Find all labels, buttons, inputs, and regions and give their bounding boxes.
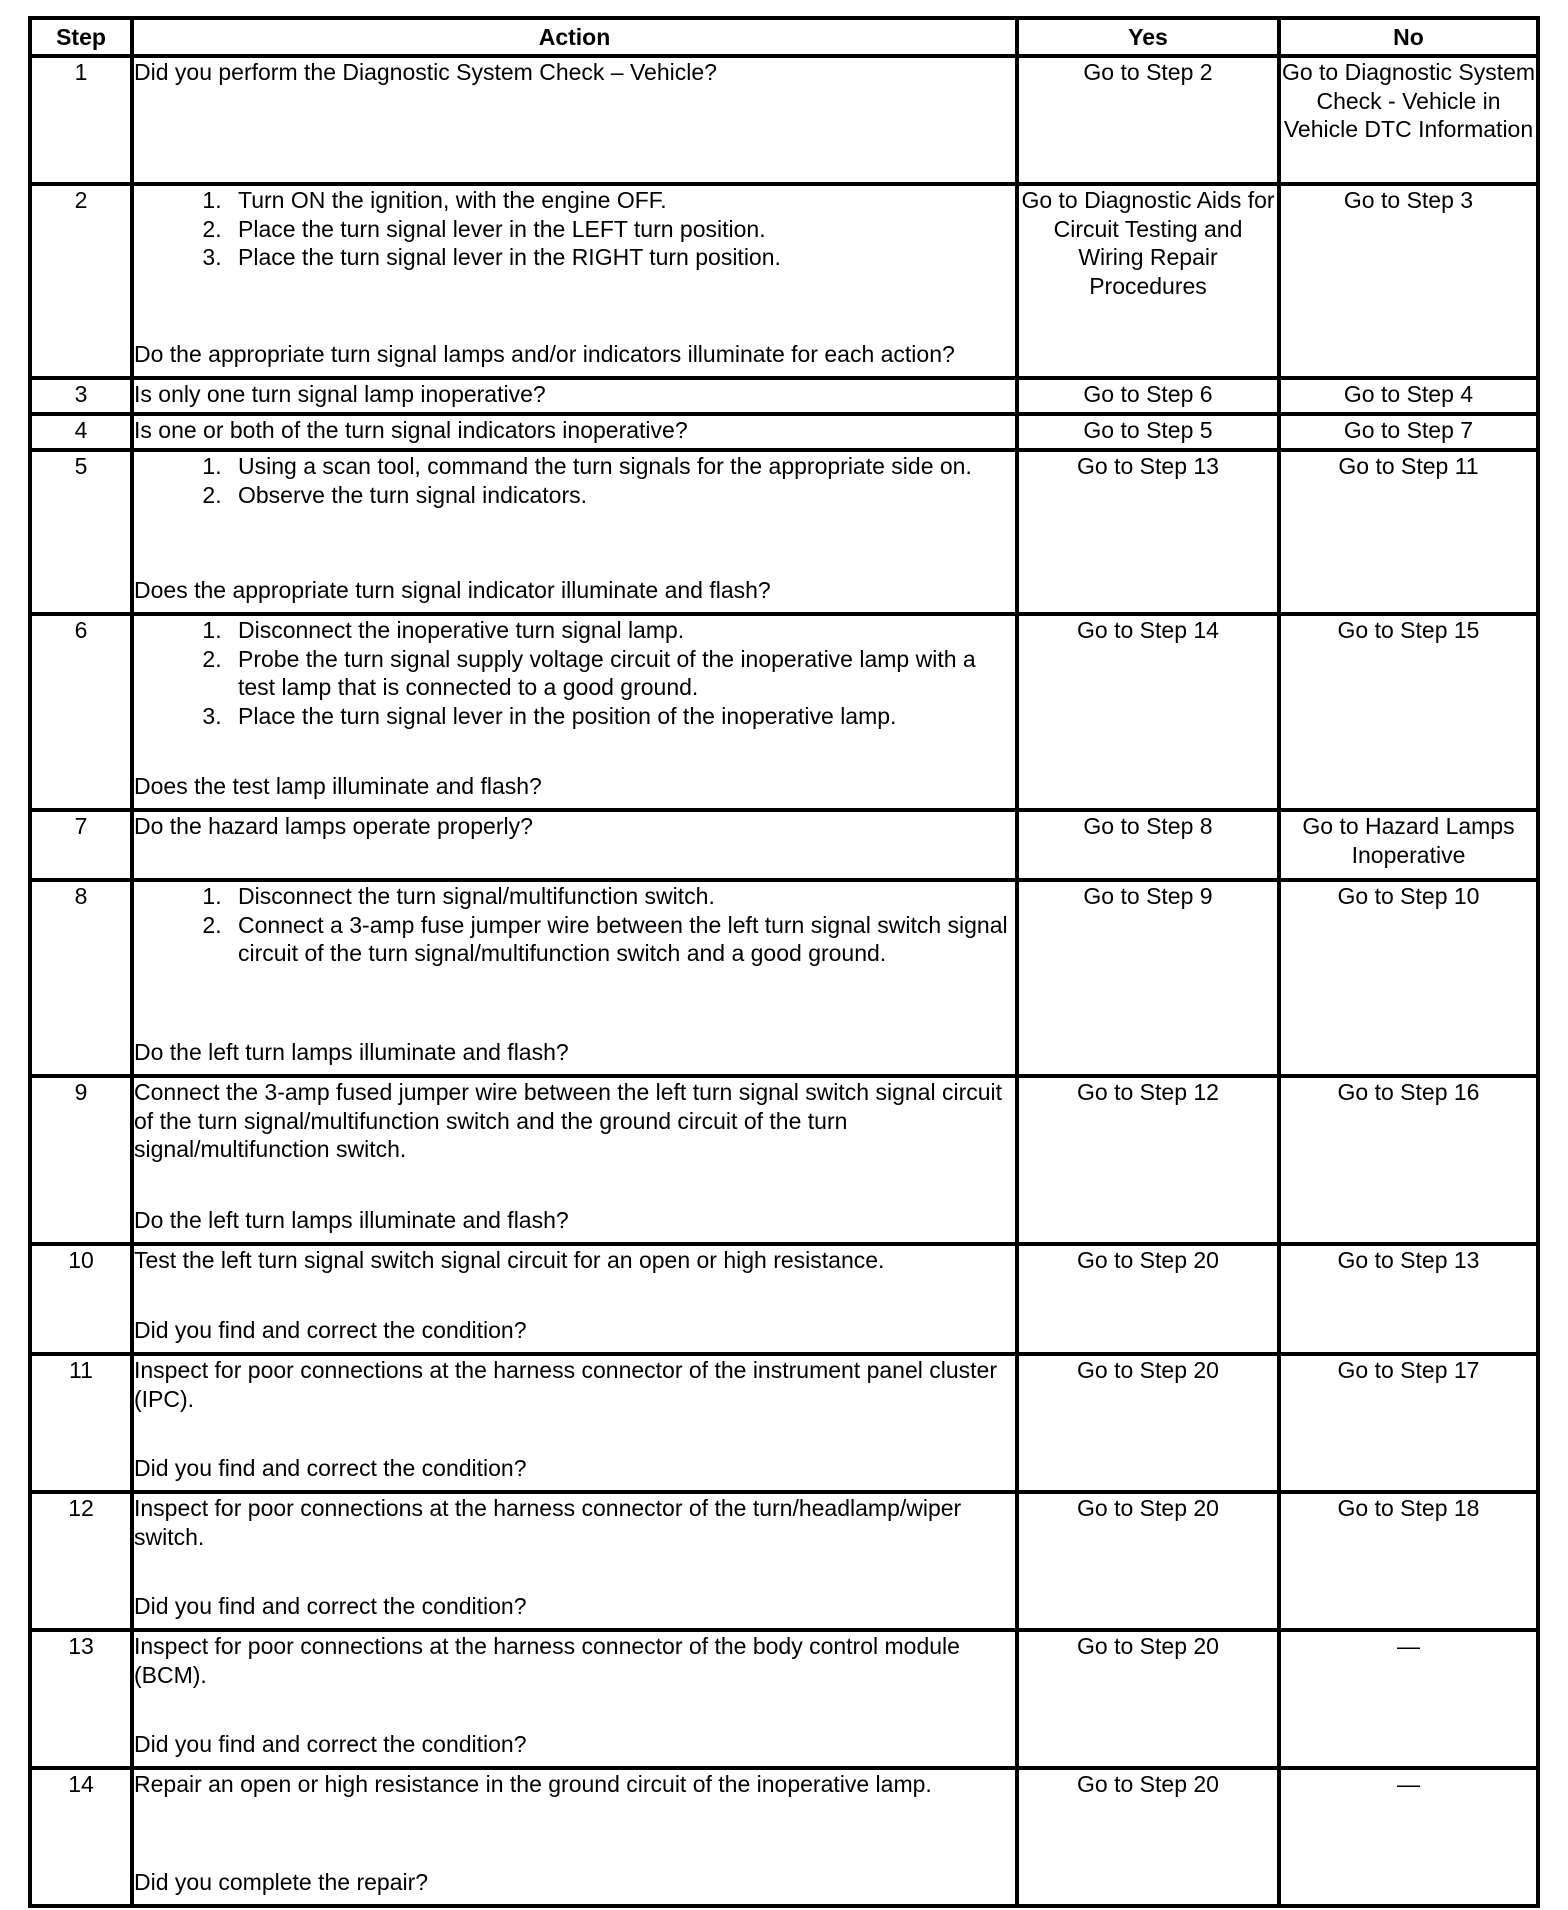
no-result: —	[1279, 1630, 1538, 1768]
action-question: Does the test lamp illuminate and flash?	[134, 772, 542, 799]
table-row	[30, 614, 1538, 810]
no-result: Go to Step 11	[1279, 450, 1538, 614]
action-question: Did you find and correct the condition?	[134, 1316, 527, 1343]
no-result: Go to Step 3	[1279, 184, 1538, 378]
action-text: Is one or both of the turn signal indicators inoperative?	[134, 417, 688, 443]
action-instructions	[134, 616, 1015, 730]
substep-item: 2. Observe the turn signal indicators.	[228, 481, 1015, 510]
yes-result: Go to Step 13	[1017, 450, 1279, 614]
substep-item: 1. Turn ON the ignition, with the engine OFF.	[228, 186, 1015, 215]
substep-list	[134, 186, 1015, 272]
yes-result: Go to Step 20	[1017, 1768, 1279, 1906]
action-question: Do the left turn lamps illuminate and flash?	[134, 1038, 569, 1065]
no-result: Go to Step 7	[1279, 414, 1538, 450]
action-cell	[132, 1244, 1017, 1354]
action-content	[134, 812, 1015, 870]
step-number: 8	[30, 880, 132, 1076]
action-cell	[132, 414, 1017, 450]
header-action: Action	[132, 18, 1017, 56]
action-question: Did you find and correct the condition?	[134, 1592, 527, 1619]
table-row	[30, 1354, 1538, 1492]
action-question: Do the appropriate turn signal lamps and/or indicators illuminate for each action?	[134, 340, 955, 367]
table-row	[30, 56, 1538, 184]
header-no: No	[1279, 18, 1538, 56]
action-instructions	[134, 882, 1015, 968]
action-question: Did you complete the repair?	[134, 1868, 429, 1895]
yes-result: Go to Step 20	[1017, 1630, 1279, 1768]
action-question: Did you find and correct the condition?	[134, 1454, 527, 1481]
action-instructions	[134, 452, 1015, 509]
action-text: Is only one turn signal lamp inoperative?	[134, 381, 546, 407]
yes-result: Go to Step 6	[1017, 378, 1279, 414]
table-body	[30, 56, 1538, 1906]
substep-item: 1. Disconnect the turn signal/multifunction switch.	[228, 882, 1015, 911]
substep-item: 3. Place the turn signal lever in the RIGHT turn position.	[228, 243, 1015, 272]
yes-result: Go to Step 14	[1017, 614, 1279, 810]
action-content	[134, 882, 1015, 1066]
action-content	[134, 380, 1015, 407]
substep-item: 3. Place the turn signal lever in the position of the inoperative lamp.	[228, 702, 1015, 731]
yes-result: Go to Step 20	[1017, 1244, 1279, 1354]
step-number: 10	[30, 1244, 132, 1354]
action-cell	[132, 56, 1017, 184]
table-row	[30, 1244, 1538, 1354]
action-content	[134, 58, 1015, 174]
substep-list	[134, 452, 1015, 509]
no-result: —	[1279, 1768, 1538, 1906]
action-instructions	[134, 1494, 1015, 1551]
header-yes: Yes	[1017, 18, 1279, 56]
action-content	[134, 186, 1015, 368]
action-question: Does the appropriate turn signal indicator illuminate and flash?	[134, 576, 771, 603]
no-result: Go to Step 16	[1279, 1076, 1538, 1244]
action-cell	[132, 1630, 1017, 1768]
action-text: Repair an open or high resistance in the ground circuit of the inoperative lamp.	[134, 1771, 932, 1797]
action-instructions	[134, 812, 1015, 841]
no-result: Go to Hazard Lamps Inoperative	[1279, 810, 1538, 880]
action-cell	[132, 614, 1017, 810]
action-instructions	[134, 1356, 1015, 1413]
yes-result: Go to Step 20	[1017, 1492, 1279, 1630]
action-instructions	[134, 416, 1015, 445]
action-cell	[132, 1076, 1017, 1244]
step-number: 9	[30, 1076, 132, 1244]
no-result: Go to Step 17	[1279, 1354, 1538, 1492]
step-number: 7	[30, 810, 132, 880]
action-content	[134, 452, 1015, 604]
substep-item: 2. Connect a 3-amp fuse jumper wire between the left turn signal switch signal circuit of the turn signal/multifunction switch and a good ground.	[228, 911, 1015, 968]
step-number: 4	[30, 414, 132, 450]
action-content	[134, 1356, 1015, 1482]
table-row	[30, 1076, 1538, 1244]
action-instructions	[134, 58, 1015, 87]
substep-item: 1. Using a scan tool, command the turn signals for the appropriate side on.	[228, 452, 1015, 481]
action-content	[134, 1078, 1015, 1234]
table-row	[30, 378, 1538, 414]
no-result: Go to Step 13	[1279, 1244, 1538, 1354]
yes-result: Go to Step 8	[1017, 810, 1279, 880]
action-content	[134, 1632, 1015, 1758]
no-result: Go to Step 18	[1279, 1492, 1538, 1630]
action-cell	[132, 450, 1017, 614]
diagnostic-table-container	[28, 16, 1536, 1908]
action-text: Inspect for poor connections at the harness connector of the instrument panel cluster (IPC).	[134, 1357, 997, 1412]
action-cell	[132, 880, 1017, 1076]
action-text: Test the left turn signal switch signal circuit for an open or high resistance.	[134, 1247, 885, 1273]
header-step: Step	[30, 18, 132, 56]
step-number: 1	[30, 56, 132, 184]
action-text: Connect the 3-amp fused jumper wire between the left turn signal switch signal circuit of the turn signal/multifunction switch and the ground circuit of the turn signal/multifunction switch.	[134, 1079, 1003, 1162]
yes-result: Go to Step 5	[1017, 414, 1279, 450]
step-number: 5	[30, 450, 132, 614]
yes-result: Go to Step 2	[1017, 56, 1279, 184]
table-row	[30, 450, 1538, 614]
action-instructions	[134, 380, 1015, 409]
action-instructions	[134, 1770, 1015, 1799]
substep-list	[134, 616, 1015, 730]
yes-result: Go to Diagnostic Aids for Circuit Testing and Wiring Repair Procedures	[1017, 184, 1279, 378]
no-result: Go to Step 15	[1279, 614, 1538, 810]
table-row	[30, 1492, 1538, 1630]
diagnostic-table	[28, 16, 1540, 1908]
action-content	[134, 616, 1015, 800]
step-number: 13	[30, 1630, 132, 1768]
table-row	[30, 1768, 1538, 1906]
substep-item: 2. Probe the turn signal supply voltage circuit of the inoperative lamp with a test lamp that is connected to a good ground.	[228, 645, 1015, 702]
step-number: 12	[30, 1492, 132, 1630]
step-number: 3	[30, 378, 132, 414]
action-instructions	[134, 186, 1015, 272]
yes-result: Go to Step 9	[1017, 880, 1279, 1076]
action-question: Did you find and correct the condition?	[134, 1730, 527, 1757]
substep-item: 1. Disconnect the inoperative turn signal lamp.	[228, 616, 1015, 645]
action-text: Did you perform the Diagnostic System Check – Vehicle?	[134, 59, 717, 85]
action-question: Do the left turn lamps illuminate and flash?	[134, 1206, 569, 1233]
action-instructions	[134, 1246, 1015, 1275]
action-instructions	[134, 1632, 1015, 1689]
action-instructions	[134, 1078, 1015, 1164]
table-row	[30, 414, 1538, 450]
table-row	[30, 184, 1538, 378]
yes-result: Go to Step 20	[1017, 1354, 1279, 1492]
no-result: Go to Diagnostic System Check - Vehicle in Vehicle DTC Information	[1279, 56, 1538, 184]
action-cell	[132, 810, 1017, 880]
action-cell	[132, 1492, 1017, 1630]
action-content	[134, 1494, 1015, 1620]
action-text: Do the hazard lamps operate properly?	[134, 813, 533, 839]
action-content	[134, 1246, 1015, 1344]
table-row	[30, 880, 1538, 1076]
action-cell	[132, 184, 1017, 378]
step-number: 2	[30, 184, 132, 378]
step-number: 11	[30, 1354, 132, 1492]
action-cell	[132, 1354, 1017, 1492]
action-cell	[132, 1768, 1017, 1906]
yes-result: Go to Step 12	[1017, 1076, 1279, 1244]
no-result: Go to Step 10	[1279, 880, 1538, 1076]
step-number: 14	[30, 1768, 132, 1906]
action-content	[134, 1770, 1015, 1896]
action-content	[134, 416, 1015, 443]
action-cell	[132, 378, 1017, 414]
action-text: Inspect for poor connections at the harness connector of the body control module (BCM).	[134, 1633, 960, 1688]
table-row	[30, 810, 1538, 880]
substep-item: 2. Place the turn signal lever in the LEFT turn position.	[228, 215, 1015, 244]
header-row	[30, 18, 1538, 56]
step-number: 6	[30, 614, 132, 810]
table-row	[30, 1630, 1538, 1768]
substep-list	[134, 882, 1015, 968]
no-result: Go to Step 4	[1279, 378, 1538, 414]
action-text: Inspect for poor connections at the harness connector of the turn/headlamp/wiper switch.	[134, 1495, 962, 1550]
